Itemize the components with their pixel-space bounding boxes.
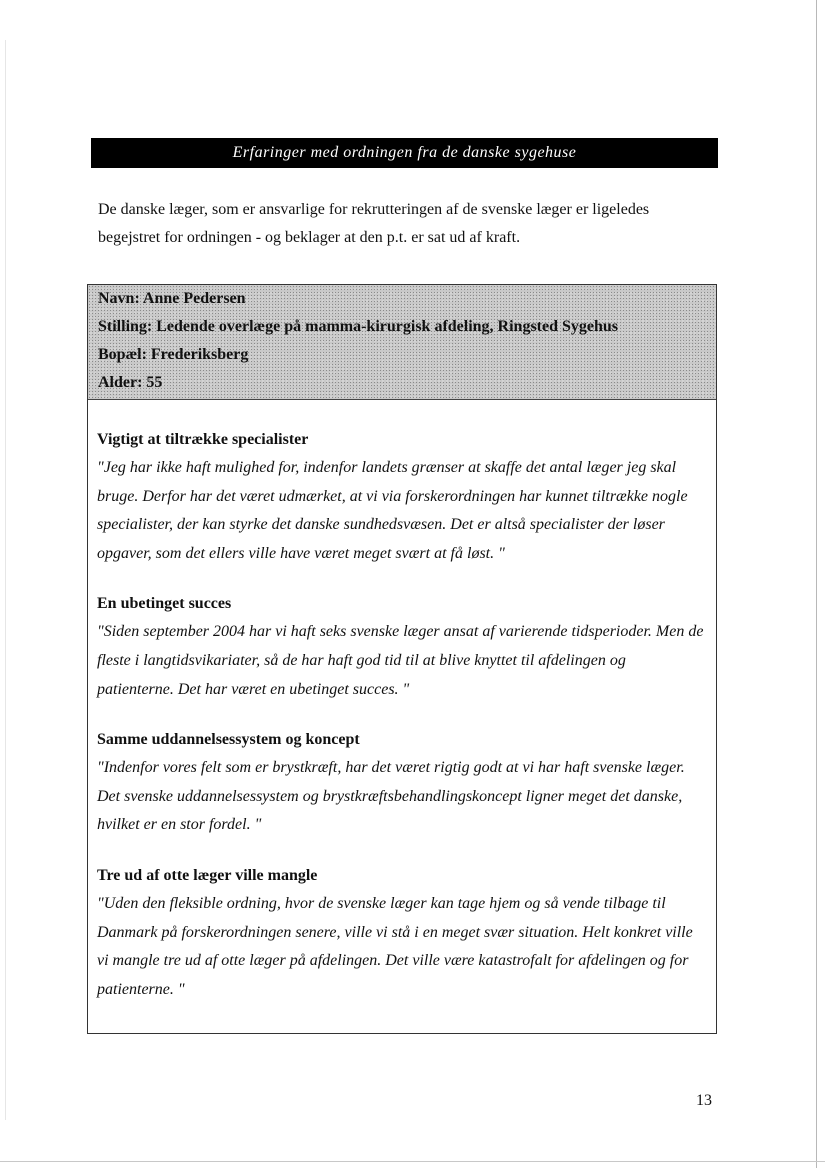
section-title: Erfaringer med ordningen fra de danske sygehuse [232,144,577,161]
entry-heading: Tre ud af otte læger ville mangle [97,866,318,884]
scan-edge-right [816,0,817,1168]
entry-quote: "Indenfor vores felt som er brystkræft, har det været rigtig godt at vi har haft svenske læger. Det svenske uddannelsessystem og brystkræftsbehandlingskoncept ligner meget det danske, hvilket er en stor fordel. " [97,759,685,834]
entry-quote: "Uden den fleksible ordning, hvor de svenske læger kan tage hjem og så vende tilbage til Danmark på forskerordningen senere, ville vi stå i en meget svær situation. Helt konkret ville vi mangle tre ud af otte læger på afdelingen. Det ville være katastrofalt for afdelingen og for patienterne. " [97,894,693,998]
scan-edge-left [5,40,6,1120]
profile-name: Navn: Anne Pedersen [98,290,246,307]
profile-header [88,285,716,400]
entry [97,726,706,840]
entry-quote: "Jeg har ikke haft mulighed for, indenfor landets grænser at skaffe det antal læger jeg skal bruge. Derfor har det været udmærket, at vi via forskerordningen har kunnet tiltrække nogle specialister, der kan styrke det danske sundhedsvæsen. Det er altså specialister der løser opgaver, som det ellers ville have været meget svært at få løst. " [97,459,688,562]
profile-age: Alder: 55 [98,374,163,391]
interview-box [87,284,717,1034]
entry [97,590,706,704]
entry [97,426,706,568]
entry-heading: Vigtigt at tiltrække specialister [97,431,309,448]
profile-residence: Bopæl: Frederiksberg [98,346,249,363]
scan-edge-bottom [0,1161,825,1162]
page-number: 13 [696,1092,712,1109]
intro-paragraph: De danske læger, som er ansvarlige for rekrutteringen af de svenske læger er ligeledes begejstret for ordningen - og beklager at den p.t. er sat ud af kraft. [98,201,650,246]
entry-heading: Samme uddannelsessystem og koncept [97,731,360,749]
entry [97,862,706,1004]
profile-position: Stilling: Ledende overlæge på mamma-kirurgisk afdeling, Ringsted Sygehus [98,318,619,335]
entry-quote: "Siden september 2004 har vi haft seks svenske læger ansat af varierende tidsperioder. Men de fleste i langtidsvikariater, så de har haft god tid til at blive knyttet til afdelingen og patienterne. Det har været en ubetinget succes. " [97,623,704,698]
section-title-bar [91,138,718,168]
interview-body [88,400,716,1004]
entry-heading: En ubetinget succes [97,595,232,613]
